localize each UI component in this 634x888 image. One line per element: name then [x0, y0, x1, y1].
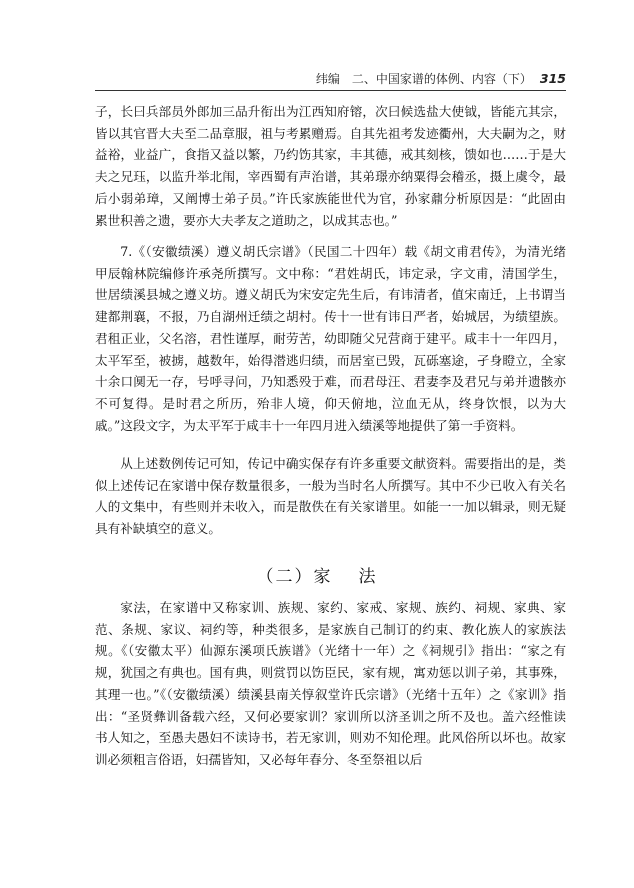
page-number: 315: [539, 71, 566, 86]
paragraph-text: 子，长曰兵部员外郎加三品升衔出为江西知府镕，次曰候选盐大使钺，皆能亢其宗，皆以其官晋大夫至二品章服，祖与考累赠焉。自其先祖考发迹衢州，大夫嗣为之，财益裕，业益广，食指又益以繁，乃约饬其家，丰其德，戒其刻核，馈如也……于是大夫之兄珏，以监升举北闱，宰西蜀有声治谱，其弟璟亦纳粟得会稽丞，摄上虞令，最后小弱弟璋，又阐博士弟子员。”许氏家族能世代为官，孙家鼐分析原因是：“此固由累世积善之遗，要亦大夫孝友之道助之，以成其志也。”: [95, 104, 566, 228]
section-title-tail: 法: [358, 567, 378, 587]
section-heading: [0, 562, 634, 587]
running-head: [316, 70, 566, 87]
paragraph-summary: [95, 453, 566, 540]
paragraph-text: 7.《（安徽绩溪）遵义胡氏宗谱》（民国二十四年）载《胡文甫君传》，为清光绪甲辰翰林院编修许承尧所撰写。文中称：“君姓胡氏，讳定录，字文甫，清国学生，世居绩溪县城之遵义坊。遵义胡氏为宋安定先生后，有讳清者，值宋南迁，上书谓当建都荆襄，不报，乃自湖州迁绩之胡村。传十一世有讳日严者，始城居，为绩望族。君租正业，父名溶，君性谨厚，耐劳苦，幼即随父兄营商于建平。咸丰十一年四月，太平军至，被掳，越数年，始得潜逃归绩，而居室已毁，瓦砾塞途，孑身瞪立，全家十余口阒无一存，号呼寻问，乃知悉殁于难，而君母汪、君妻李及君兄与弟并遗骸亦不可复得。是时君之所历，殆非人境，仰天俯地，泣血无从，终身饮恨，以为大戚。”这段文字，为太平军于咸丰十一年四月进入绩溪等地提供了第一手资料。: [95, 244, 566, 433]
header-rule: [95, 90, 566, 91]
paragraph-family-law: [95, 597, 566, 771]
paragraph-example-7: [95, 241, 566, 436]
running-title: 纬编 二、中国家谱的体例、内容（下）: [315, 72, 532, 86]
section-number: （二）家: [256, 567, 333, 587]
paragraph-text: 从上述数例传记可知，传记中确实保存有许多重要文献资料。需要指出的是，类似上述传记在家谱中保存数量很多，一般为当时名人所撰写。其中不少已收入有关名人的文集中，有些则并未收入，而是散佚在有关家谱里。如能一一加以辑录，则无疑具有补缺填空的意义。: [95, 456, 566, 537]
paragraph-continuation: [95, 101, 566, 231]
paragraph-text: 家法，在家谱中又称家训、族规、家约、家戒、家规、族约、祠规、家典、家范、条规、家议、祠约等，种类很多，是家族自己制订的约束、教化族人的家族法规。《（安徽太平）仙源东溪项氏族谱》（光绪十一年）之《祠规引》指出：“家之有规，犹国之有典也。国有典，则赏罚以饬臣民，家有规，寓劝惩以训子弟，其事殊，其理一也。”《（安徽绩溪）绩溪县南关惇叙堂许氏宗谱》（光绪十五年）之《家训》指出：“圣贤彝训备载六经，又何必要家训？家训所以济圣训之所不及也。盖六经惟读书人知之，至愚夫愚妇不读诗书，若无家训，则劝不知伦理。此风俗所以坏也。故家训必须粗言俗语，妇孺皆知，又必每年春分、冬至祭祖以后: [95, 600, 566, 767]
